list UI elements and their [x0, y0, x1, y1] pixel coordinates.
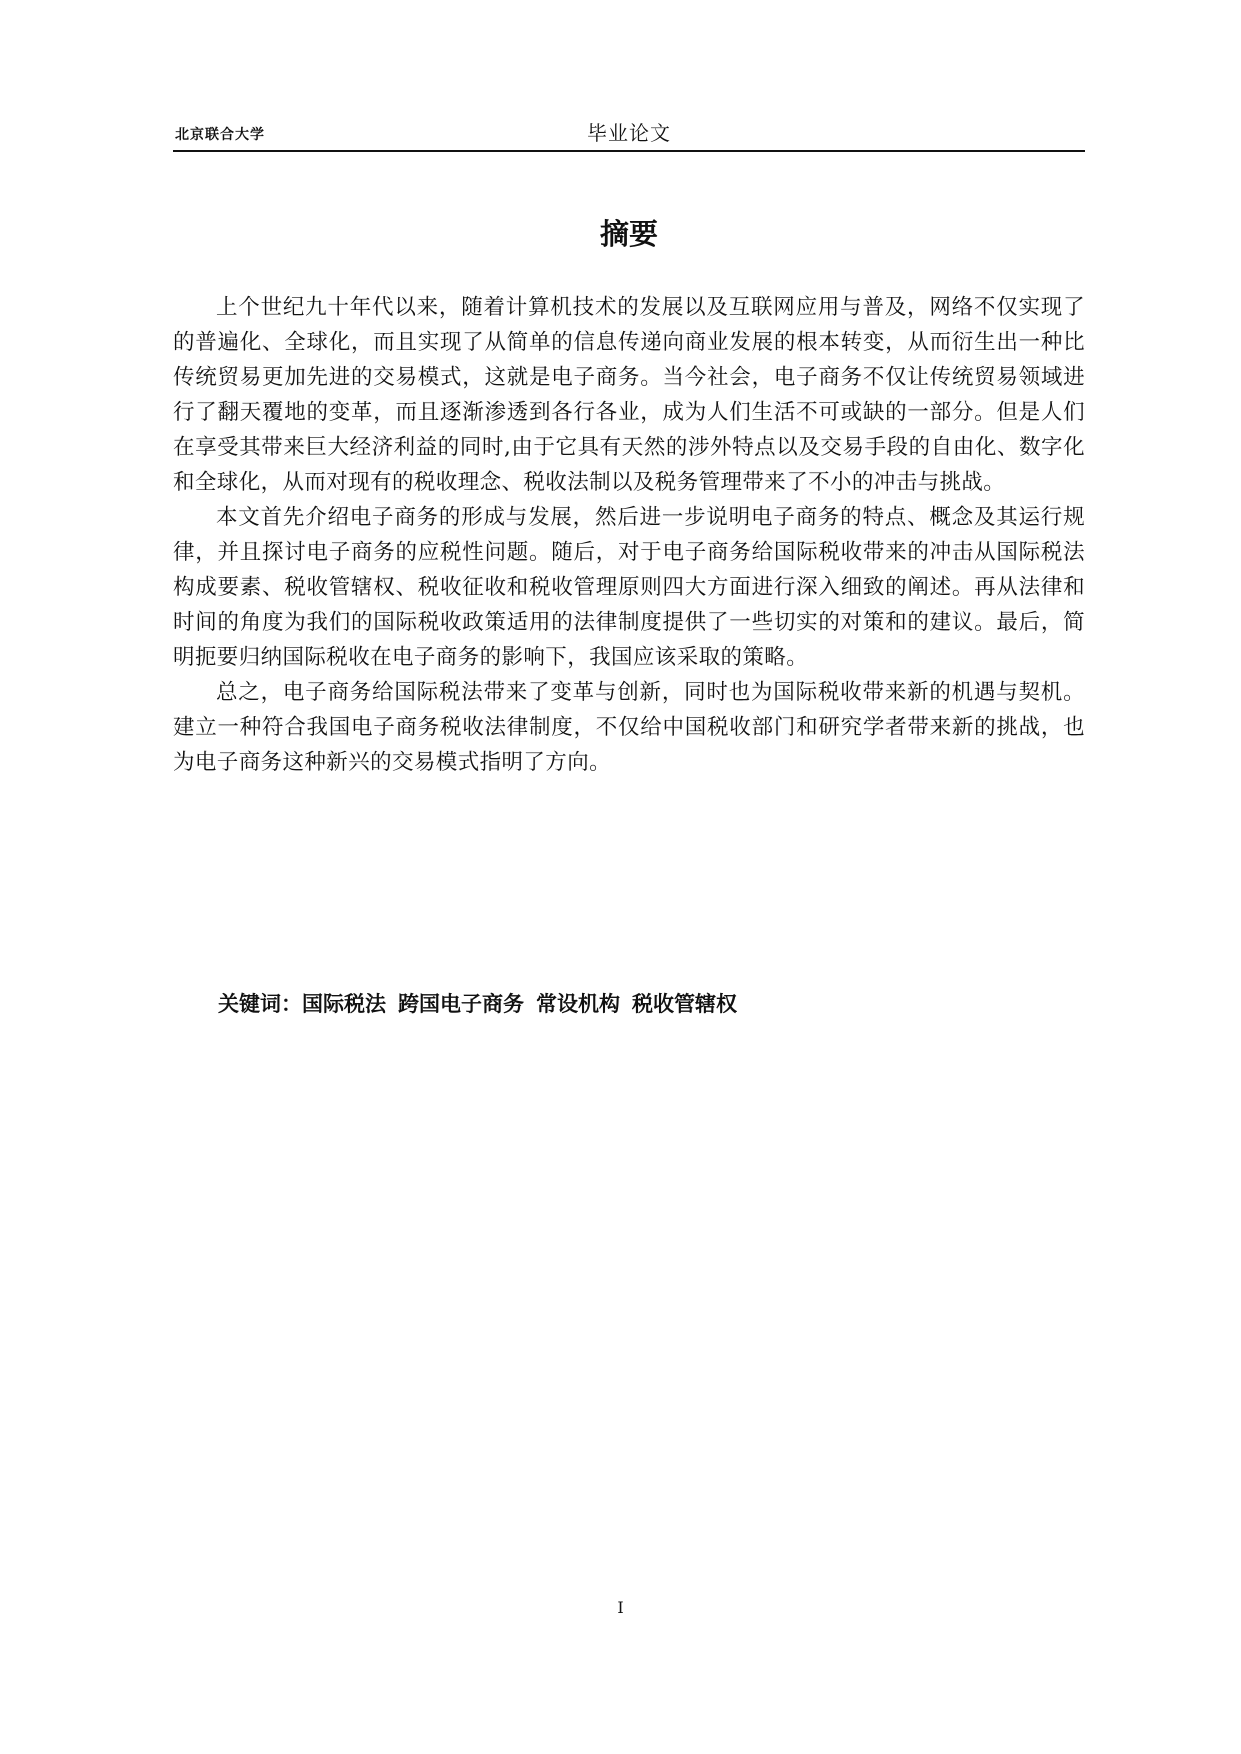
keywords-line	[218, 988, 749, 1018]
abstract-paragraph-1: 上个世纪九十年代以来，随着计算机技术的发展以及互联网应用与普及，网络不仅实现了的普遍化、全球化，而且实现了从简单的信息传递向商业发展的根本转变，从而衍生出一种比传统贸易更加先进的交易模式，这就是电子商务。当今社会，电子商务不仅让传统贸易领域进行了翻天覆地的变革，而且逐渐渗透到各行各业，成为人们生活不可或缺的一部分。但是人们在享受其带来巨大经济利益的同时,由于它具有天然的涉外特点以及交易手段的自由化、数字化和全球化，从而对现有的税收理念、税收法制以及税务管理带来了不小的冲击与挑战。	[173, 295, 1085, 495]
page-number: I	[617, 1598, 624, 1617]
header-university: 北京联合大学	[175, 127, 265, 143]
page-header	[173, 116, 1085, 152]
abstract-body	[173, 290, 1085, 780]
abstract-paragraph-3: 总之，电子商务给国际税法带来了变革与创新，同时也为国际税收带来新的机遇与契机。建立一种符合我国电子商务税收法律制度，不仅给中国税收部门和研究学者带来新的挑战，也为电子商务这种新兴的交易模式指明了方向。	[173, 680, 1085, 775]
keyword-item: 国际税法	[302, 992, 386, 1016]
keyword-item: 跨国电子商务	[398, 992, 524, 1016]
abstract-title: 摘要	[599, 217, 658, 251]
header-doc-type: 毕业论文	[587, 121, 671, 145]
keyword-item: 税收管辖权	[632, 992, 737, 1016]
abstract-paragraph-2: 本文首先介绍电子商务的形成与发展，然后进一步说明电子商务的特点、概念及其运行规律，并且探讨电子商务的应税性问题。随后，对于电子商务给国际税收带来的冲击从国际税法构成要素、税收管辖权、税收征收和税收管理原则四大方面进行深入细致的阐述。再从法律和时间的角度为我们的国际税收政策适用的法律制度提供了一些切实的对策和的建议。最后，简明扼要归纳国际税收在电子商务的影响下，我国应该采取的策略。	[173, 505, 1085, 670]
keyword-item: 常设机构	[536, 992, 620, 1016]
keywords-label: 关键词：	[218, 992, 302, 1016]
